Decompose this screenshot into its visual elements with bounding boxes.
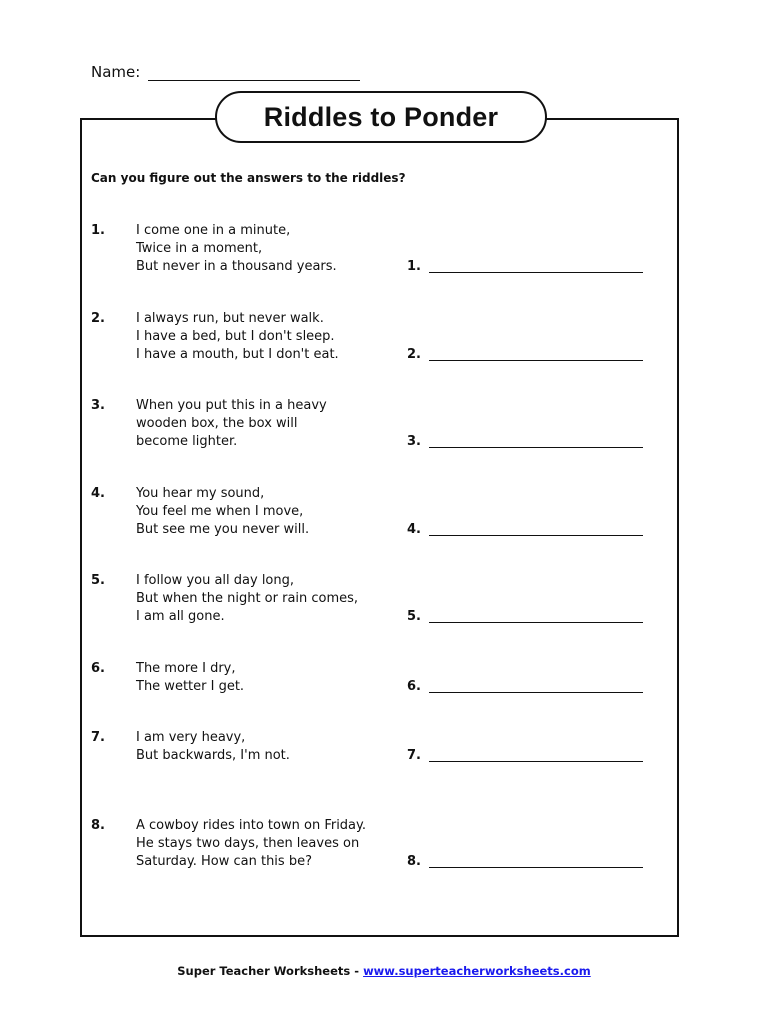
riddle-line: Saturday. How can this be? <box>136 854 312 869</box>
riddle-text <box>136 572 396 626</box>
worksheet-title: Riddles to Ponder <box>215 91 547 143</box>
footer <box>0 964 768 978</box>
answer-blank-line[interactable] <box>429 867 643 868</box>
riddle-line: When you put this in a heavy <box>136 398 327 413</box>
footer-brand: Super Teacher Worksheets <box>177 964 351 978</box>
riddle-line: You feel me when I move, <box>136 504 304 519</box>
riddle-line: become lighter. <box>136 434 238 449</box>
riddle-line: I follow you all day long, <box>136 573 295 588</box>
riddle-line: A cowboy rides into town on Friday. <box>136 818 366 833</box>
name-field-row <box>91 63 360 81</box>
answer-blank-line[interactable] <box>429 447 643 448</box>
riddle-line: The wetter I get. <box>136 679 245 694</box>
riddle-line: He stays two days, then leaves on <box>136 836 360 851</box>
riddle-line: I come one in a minute, <box>136 223 291 238</box>
riddle-line: I have a mouth, but I don't eat. <box>136 347 339 362</box>
riddle-text <box>136 660 396 696</box>
answer-number: 6. <box>407 679 421 694</box>
riddle-line: Twice in a moment, <box>136 241 263 256</box>
riddle-text <box>136 397 396 451</box>
answer-blank-line[interactable] <box>429 360 643 361</box>
riddle-line: You hear my sound, <box>136 486 265 501</box>
riddle-number: 4. <box>91 486 105 501</box>
answer-field[interactable] <box>407 853 647 871</box>
riddle-number: 5. <box>91 573 105 588</box>
answer-blank-line[interactable] <box>429 761 643 762</box>
answer-blank-line[interactable] <box>429 692 643 693</box>
answer-field[interactable] <box>407 521 647 539</box>
riddle-number: 3. <box>91 398 105 413</box>
answer-field[interactable] <box>407 433 647 451</box>
answer-number: 7. <box>407 748 421 763</box>
riddle-text <box>136 729 396 765</box>
riddle-text <box>136 817 396 871</box>
answer-field[interactable] <box>407 747 647 765</box>
answer-blank-line[interactable] <box>429 622 643 623</box>
riddle-line: I am very heavy, <box>136 730 246 745</box>
answer-number: 3. <box>407 434 421 449</box>
answer-blank-line[interactable] <box>429 272 643 273</box>
answer-number: 4. <box>407 522 421 537</box>
riddle-line: wooden box, the box will <box>136 416 298 431</box>
riddle-line: But backwards, I'm not. <box>136 748 290 763</box>
riddle-line: The more I dry, <box>136 661 236 676</box>
riddle-line: I am all gone. <box>136 609 225 624</box>
answer-number: 5. <box>407 609 421 624</box>
answer-field[interactable] <box>407 346 647 364</box>
answer-field[interactable] <box>407 678 647 696</box>
riddle-text <box>136 485 396 539</box>
riddle-line: I have a bed, but I don't sleep. <box>136 329 335 344</box>
riddle-text <box>136 310 396 364</box>
riddle-number: 7. <box>91 730 105 745</box>
riddle-line: I always run, but never walk. <box>136 311 324 326</box>
footer-link[interactable]: www.superteacherworksheets.com <box>363 964 591 978</box>
name-label: Name: <box>91 63 141 81</box>
riddle-number: 1. <box>91 223 105 238</box>
footer-separator: - <box>354 964 360 978</box>
riddle-line: But see me you never will. <box>136 522 310 537</box>
riddle-number: 8. <box>91 818 105 833</box>
answer-field[interactable] <box>407 608 647 626</box>
answer-blank-line[interactable] <box>429 535 643 536</box>
answer-field[interactable] <box>407 258 647 276</box>
riddle-text <box>136 222 396 276</box>
riddle-number: 6. <box>91 661 105 676</box>
riddle-line: But never in a thousand years. <box>136 259 337 274</box>
instructions: Can you figure out the answers to the riddles? <box>91 171 406 185</box>
name-blank-line[interactable] <box>148 64 360 81</box>
answer-number: 2. <box>407 347 421 362</box>
answer-number: 1. <box>407 259 421 274</box>
answer-number: 8. <box>407 854 421 869</box>
riddle-number: 2. <box>91 311 105 326</box>
riddle-line: But when the night or rain comes, <box>136 591 359 606</box>
